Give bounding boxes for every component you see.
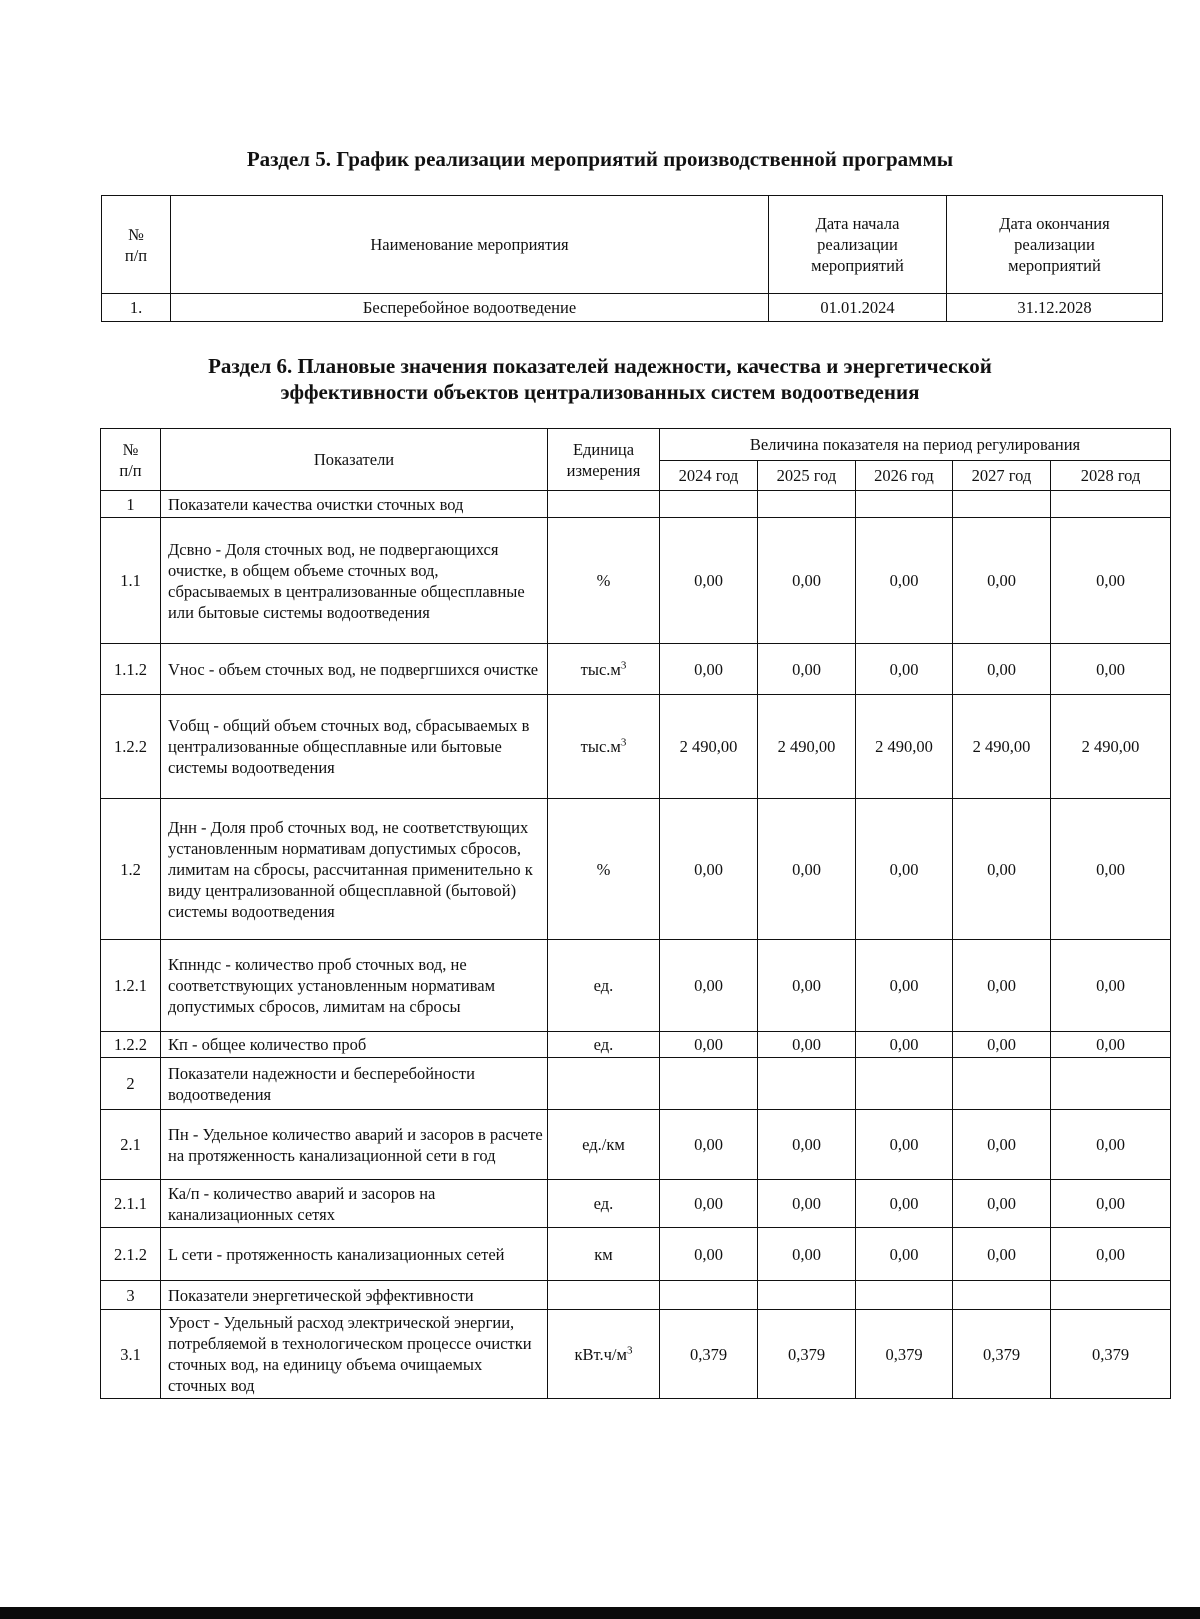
unit-superscript: 3 [620, 659, 627, 671]
table-row [101, 1110, 1171, 1180]
row-value-2024: 0,00 [660, 1228, 758, 1281]
row-value-2025: 0,00 [758, 1228, 856, 1281]
row-num: 2.1 [101, 1110, 161, 1180]
row-value-2024: 0,00 [660, 799, 758, 940]
row-num: 1.2.2 [101, 695, 161, 799]
row-num: 2.1.1 [101, 1180, 161, 1228]
schedule-header-row [102, 196, 1163, 294]
row-value-2024: 0,379 [660, 1310, 758, 1399]
row-unit: $кВт.ч/м^3$ [548, 1310, 660, 1399]
row-value-2028 [1051, 1058, 1171, 1110]
row-value-2028 [1051, 1281, 1171, 1310]
row-value-2025: 0,379 [758, 1310, 856, 1399]
row-value-2026: 0,00 [856, 799, 953, 940]
header-start-date: Дата начала реализации мероприятий [769, 196, 947, 294]
row-value-2026 [856, 491, 953, 518]
row-indicator-name: Днн - Доля проб сточных вод, не соответствующих установленным нормативам допустимых сбросов, лимитам на сбросы, рассчитанная применительно к виду централизованной общесплавной (бытовой) системы водоотведения [161, 799, 548, 940]
indicators-header-row [101, 429, 1171, 461]
row-value-2024: 0,00 [660, 518, 758, 644]
indicators-table [100, 428, 1171, 1399]
row-indicator-name: Показатели надежности и бесперебойности водоотведения [161, 1058, 548, 1110]
header-num: № п/п [101, 429, 161, 491]
row-value-2024: 0,00 [660, 1110, 758, 1180]
row-unit: ед. [548, 1032, 660, 1058]
row-indicator-name: Показатели качества очистки сточных вод [161, 491, 548, 518]
row-value-2025: 0,00 [758, 1110, 856, 1180]
row-event-name: Бесперебойное водоотведение [171, 294, 769, 322]
row-unit: км [548, 1228, 660, 1281]
row-start-date: 01.01.2024 [769, 294, 947, 322]
row-value-2027: 0,00 [953, 1180, 1051, 1228]
row-unit: % [548, 518, 660, 644]
row-num: 1.2.2 [101, 1032, 161, 1058]
row-indicator-name: Ка/п - количество аварий и засоров на канализационных сетях [161, 1180, 548, 1228]
table-row [101, 695, 1171, 799]
header-event-name: Наименование мероприятия [171, 196, 769, 294]
row-num: 1.1 [101, 518, 161, 644]
row-value-2027: 0,00 [953, 799, 1051, 940]
header-end-date: Дата окончания реализации мероприятий [947, 196, 1163, 294]
row-value-2025: 0,00 [758, 799, 856, 940]
row-value-2025: 2 490,00 [758, 695, 856, 799]
row-value-2027: 0,00 [953, 1032, 1051, 1058]
row-num: 1.1.2 [101, 644, 161, 695]
table-row [102, 294, 1163, 322]
header-indicator: Показатели [161, 429, 548, 491]
row-indicator-name: Кп - общее количество проб [161, 1032, 548, 1058]
row-value-2024: 0,00 [660, 1032, 758, 1058]
row-value-2025: 0,00 [758, 1032, 856, 1058]
table-row [101, 799, 1171, 940]
table-row [101, 644, 1171, 695]
row-num: 3 [101, 1281, 161, 1310]
row-num: 3.1 [101, 1310, 161, 1399]
row-end-date: 31.12.2028 [947, 294, 1163, 322]
row-value-2026: 0,00 [856, 644, 953, 695]
row-value-2026 [856, 1058, 953, 1110]
row-value-2028 [1051, 491, 1171, 518]
row-value-2027: 0,00 [953, 940, 1051, 1032]
row-value-2028: 0,00 [1051, 1228, 1171, 1281]
row-num: 2.1.2 [101, 1228, 161, 1281]
row-value-2025 [758, 1058, 856, 1110]
row-value-2027: 0,00 [953, 1110, 1051, 1180]
row-value-2024 [660, 1281, 758, 1310]
row-value-2028: 0,00 [1051, 1180, 1171, 1228]
row-indicator-name: Vнос - объем сточных вод, не подвергшихся очистке [161, 644, 548, 695]
row-num: 1. [102, 294, 171, 322]
header-num: № п/п [102, 196, 171, 294]
row-value-2024: 0,00 [660, 940, 758, 1032]
row-value-2025: 0,00 [758, 940, 856, 1032]
row-indicator-name: L сети - протяженность канализационных сетей [161, 1228, 548, 1281]
row-value-2026: 0,00 [856, 1110, 953, 1180]
table-row [101, 940, 1171, 1032]
row-value-2028: 0,00 [1051, 644, 1171, 695]
unit-superscript: 3 [620, 736, 627, 749]
header-unit: Единица измерения [548, 429, 660, 491]
header-year: 2026 год [856, 461, 953, 491]
row-value-2025 [758, 1281, 856, 1310]
table-row [101, 1058, 1171, 1110]
row-value-2026 [856, 1281, 953, 1310]
table-row [101, 1032, 1171, 1058]
row-unit: ед. [548, 940, 660, 1032]
row-unit: ед./км [548, 1110, 660, 1180]
row-num: 2 [101, 1058, 161, 1110]
row-value-2026: 0,379 [856, 1310, 953, 1399]
row-indicator-name: Урост - Удельный расход электрической энергии, потребляемой в технологическом процессе очистки сточных вод, на единицу объема очищаемых сточных вод [161, 1310, 548, 1399]
header-year: 2025 год [758, 461, 856, 491]
table-row [101, 491, 1171, 518]
row-unit [548, 491, 660, 518]
header-year: 2028 год [1051, 461, 1171, 491]
section5-title: Раздел 5. График реализации мероприятий производственной программы [246, 147, 954, 171]
row-value-2024: 0,00 [660, 1180, 758, 1228]
header-period: Величина показателя на период регулирования [660, 429, 1171, 461]
row-value-2027: 0,00 [953, 518, 1051, 644]
row-value-2025: 0,00 [758, 644, 856, 695]
row-value-2028: 0,00 [1051, 799, 1171, 940]
row-unit: % [548, 799, 660, 940]
table-row [101, 1310, 1171, 1399]
row-unit: $тыс.м^3$ [548, 695, 660, 799]
row-unit [548, 1058, 660, 1110]
row-indicator-name: Показатели энергетической эффективности [161, 1281, 548, 1310]
row-value-2026: 0,00 [856, 518, 953, 644]
table-row [101, 518, 1171, 644]
row-value-2027: 0,00 [953, 644, 1051, 695]
scan-bottom-edge [0, 1607, 1200, 1619]
row-value-2027 [953, 1058, 1051, 1110]
row-value-2026: 0,00 [856, 1180, 953, 1228]
row-value-2025: 0,00 [758, 518, 856, 644]
schedule-table [101, 195, 1163, 322]
row-indicator-name: Пн - Удельное количество аварий и засоров в расчете на протяженность канализационной сети в год [161, 1110, 548, 1180]
table-row [101, 1228, 1171, 1281]
row-value-2027: 0,379 [953, 1310, 1051, 1399]
row-unit [548, 1281, 660, 1310]
row-indicator-name: Дсвно - Доля сточных вод, не подвергающихся очистке, в общем объеме сточных вод, сбрасываемых в централизованные общесплавные или бытовые системы водоотведения [161, 518, 548, 644]
row-value-2028: 0,00 [1051, 1110, 1171, 1180]
row-value-2028: 0,00 [1051, 518, 1171, 644]
row-num: 1.2 [101, 799, 161, 940]
row-unit: $тыс.м^3$ [548, 644, 660, 695]
unit-superscript: 3 [626, 1344, 633, 1356]
row-num: 1.2.1 [101, 940, 161, 1032]
row-value-2025: 0,00 [758, 1180, 856, 1228]
row-value-2028: 0,379 [1051, 1310, 1171, 1399]
row-unit: ед. [548, 1180, 660, 1228]
row-value-2028: 0,00 [1051, 1032, 1171, 1058]
row-value-2027 [953, 491, 1051, 518]
table-row [101, 1180, 1171, 1228]
row-value-2026: 2 490,00 [856, 695, 953, 799]
row-value-2026: 0,00 [856, 1228, 953, 1281]
row-value-2026: 0,00 [856, 940, 953, 1032]
row-value-2026: 0,00 [856, 1032, 953, 1058]
row-value-2024: 0,00 [660, 644, 758, 695]
row-indicator-name: Кпнндс - количество проб сточных вод, не соответствующих установленным нормативам допустимых сбросов, лимитам на сбросы [161, 940, 548, 1032]
row-value-2024 [660, 1058, 758, 1110]
row-value-2025 [758, 491, 856, 518]
row-value-2028: 2 490,00 [1051, 695, 1171, 799]
row-num: 1 [101, 491, 161, 518]
row-value-2027 [953, 1281, 1051, 1310]
row-indicator-name: Vобщ - общий объем сточных вод, сбрасываемых в централизованные общесплавные или бытовые системы водоотведения [161, 695, 548, 799]
row-value-2024 [660, 491, 758, 518]
header-year: 2027 год [953, 461, 1051, 491]
section6-title: Раздел 6. Плановые значения показателей надежности, качества и энергетической эффективности объектов централизованных систем водоотведения [208, 354, 992, 404]
row-value-2027: 2 490,00 [953, 695, 1051, 799]
row-value-2028: 0,00 [1051, 940, 1171, 1032]
row-value-2024: 2 490,00 [660, 695, 758, 799]
table-row [101, 1281, 1171, 1310]
row-value-2027: 0,00 [953, 1228, 1051, 1281]
header-year: 2024 год [660, 461, 758, 491]
